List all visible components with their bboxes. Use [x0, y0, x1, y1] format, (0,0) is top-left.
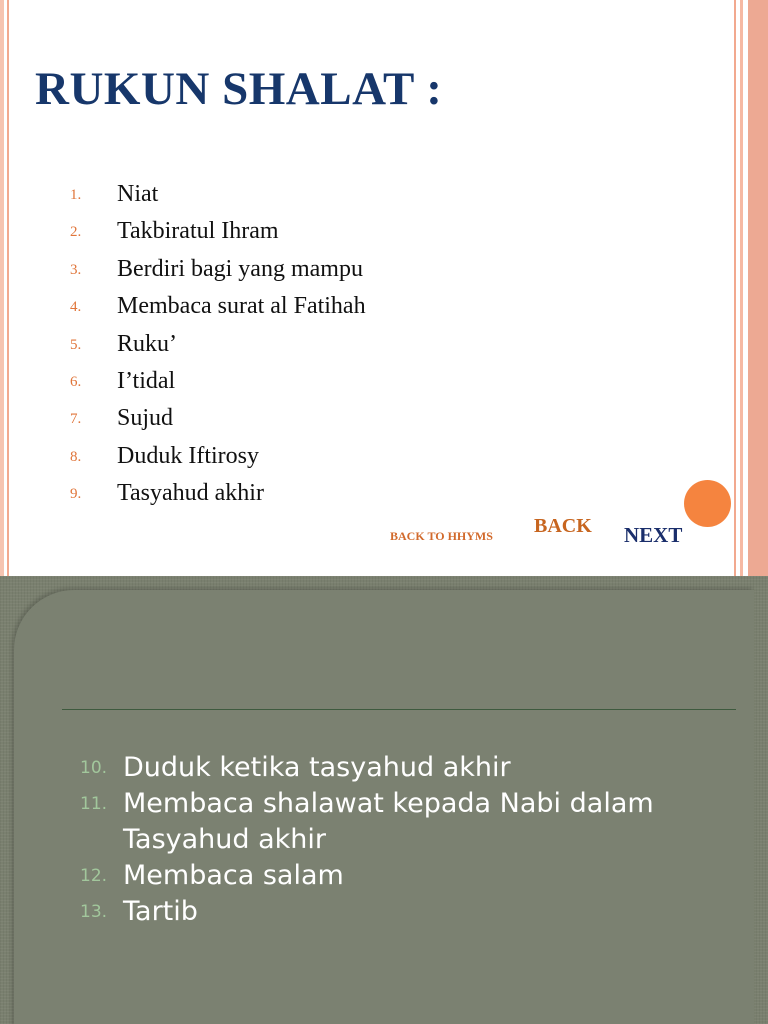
list-item-text: Niat	[117, 181, 159, 207]
list-item-text: Berdiri bagi yang mampu	[117, 255, 363, 282]
left-decorative-band	[0, 0, 4, 576]
list-item	[80, 786, 683, 858]
list-item-number: 11.	[80, 794, 108, 814]
list-item-text: Membaca salam	[123, 860, 344, 891]
list-item-text: Tartib	[123, 896, 198, 927]
rukun-list-continued	[80, 750, 683, 930]
slide-2	[0, 576, 768, 1024]
list-item-number: 9.	[70, 486, 82, 503]
list-item-text: Tasyahud akhir	[117, 480, 264, 507]
list-item-text: Membaca surat al Fatihah	[117, 293, 366, 320]
list-item-number: 13.	[80, 902, 108, 922]
list-item-text: I’tidal	[117, 367, 176, 394]
divider	[62, 709, 736, 710]
list-item	[80, 858, 683, 894]
list-item-text: Takbiratul Ihram	[117, 218, 279, 245]
right-decorative-line	[734, 0, 736, 576]
back-to-hhyms-link[interactable]: BACK TO HHYMS	[390, 529, 493, 543]
list-item	[80, 750, 683, 786]
content-panel	[14, 590, 754, 1024]
list-item-number: 3.	[70, 261, 82, 278]
list-item-text: Ruku’	[117, 330, 177, 357]
list-item-text: Duduk Iftirosy	[117, 442, 259, 469]
list-item	[80, 894, 683, 930]
list-item-number: 6.	[70, 373, 82, 390]
right-decorative-line-2	[740, 0, 743, 576]
next-link[interactable]: NEXT	[624, 523, 683, 547]
list-item-text: Membaca shalawat kepada Nabi dalam Tasyahud akhir	[123, 788, 654, 855]
list-item-number: 5.	[70, 336, 82, 353]
list-item-number: 4.	[70, 299, 82, 316]
slide-title: RUKUN SHALAT :	[35, 63, 443, 115]
list-item-number: 12.	[80, 866, 108, 886]
list-item-number: 1.	[70, 187, 82, 203]
list-item-text: Duduk ketika tasyahud akhir	[123, 752, 511, 783]
list-item-number: 8.	[70, 448, 82, 465]
right-decorative-band	[748, 0, 768, 576]
nav-circle-button[interactable]	[684, 480, 731, 527]
list-item-number: 7.	[70, 411, 82, 428]
list-item-number: 10.	[80, 758, 108, 778]
list-item-text: Sujud	[117, 405, 174, 432]
list-item-number: 2.	[70, 224, 82, 241]
back-link[interactable]: BACK	[534, 515, 592, 537]
left-decorative-line	[7, 0, 9, 576]
